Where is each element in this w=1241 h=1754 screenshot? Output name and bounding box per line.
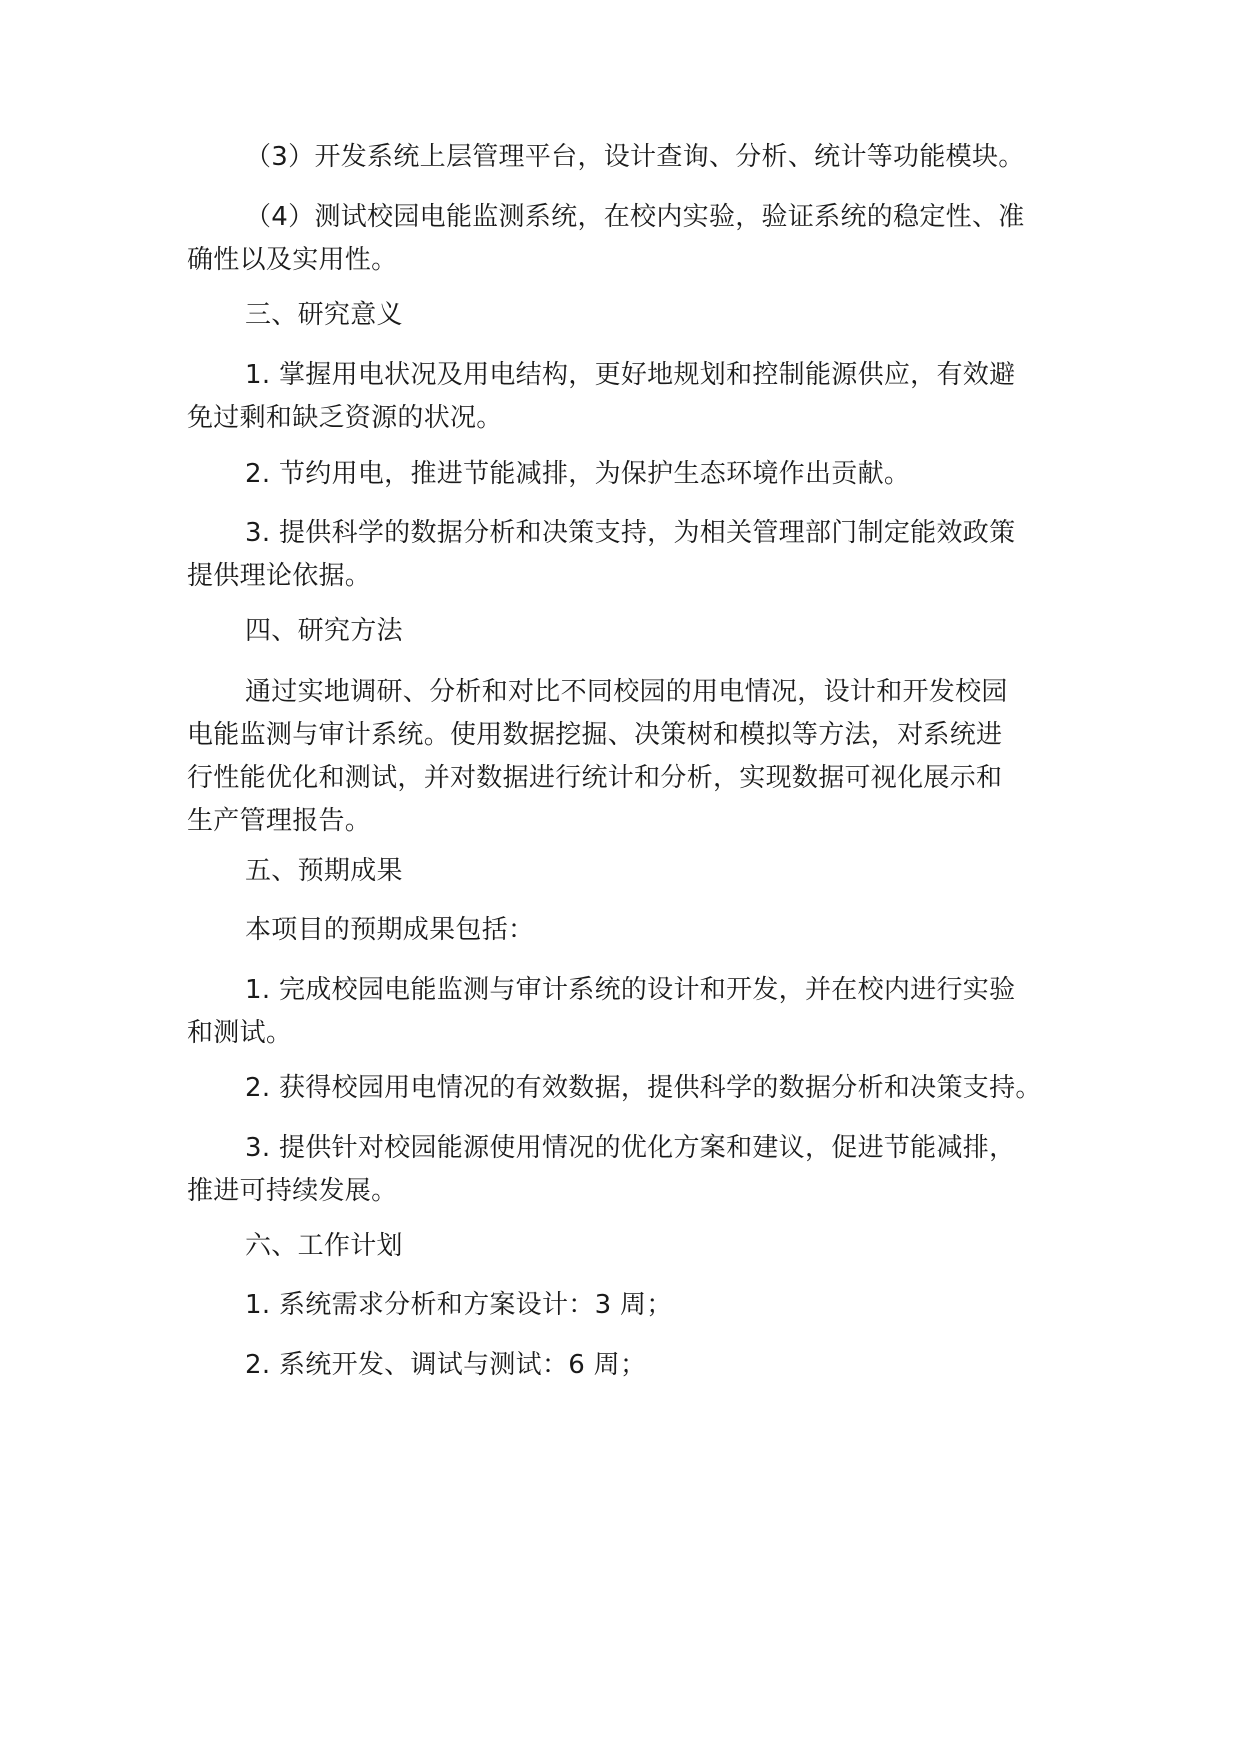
paragraph-plan-2 [187,1344,1067,1387]
text-line: 提供理论依据。 [187,561,372,591]
paragraph-plan-1 [187,1284,1067,1327]
text-line: 1. 系统需求分析和方案设计：3 周； [245,1290,673,1320]
section-heading-outcomes [187,850,1067,893]
text-line: 生产管理报告。 [187,806,372,836]
section-heading-methods [187,610,1067,653]
paragraph-methods [187,671,1067,843]
text-line: 2. 系统开发、调试与测试：6 周； [245,1350,647,1380]
section-heading-work-plan [187,1225,1067,1268]
text-line: 免过剩和缺乏资源的状况。 [187,403,503,433]
text-line: 确性以及实用性。 [187,245,398,275]
text-line: 1. 掌握用电状况及用电结构，更好地规划和控制能源供应，有效避 [245,360,1016,390]
heading-text: 五、预期成果 [245,856,403,886]
paragraph-task-4 [187,196,1067,282]
text-line: 电能监测与审计系统。使用数据挖掘、决策树和模拟等方法，对系统进 [187,720,1003,750]
text-line: 和测试。 [187,1018,293,1048]
paragraph-task-3 [187,136,1067,179]
heading-text: 六、工作计划 [245,1231,403,1261]
text-line: 行性能优化和测试，并对数据进行统计和分析，实现数据可视化展示和 [187,763,1003,793]
text-line: 3. 提供针对校园能源使用情况的优化方案和建议，促进节能减排， [245,1133,1016,1163]
heading-text: 三、研究意义 [245,300,403,330]
paragraph-outcome-1 [187,969,1067,1055]
heading-text: 四、研究方法 [245,616,403,646]
paragraph-outcome-2 [187,1067,1067,1110]
paragraph-outcome-3 [187,1127,1067,1213]
paragraph-significance-3 [187,512,1067,598]
text-line: 通过实地调研、分析和对比不同校园的用电情况，设计和开发校园 [245,677,1008,707]
section-heading-significance [187,294,1067,337]
text-line: 本项目的预期成果包括： [245,915,535,945]
paragraph-outcomes-intro [187,909,1067,952]
text-line: 3. 提供科学的数据分析和决策支持，为相关管理部门制定能效政策 [245,518,1016,548]
text-line: （3）开发系统上层管理平台，设计查询、分析、统计等功能模块。 [245,142,1025,172]
text-line: 2. 获得校园用电情况的有效数据，提供科学的数据分析和决策支持。 [245,1073,1042,1103]
paragraph-significance-2 [187,453,1067,496]
text-line: 2. 节约用电，推进节能减排，为保护生态环境作出贡献。 [245,459,911,489]
text-line: 推进可持续发展。 [187,1176,398,1206]
paragraph-significance-1 [187,354,1067,440]
text-line: 1. 完成校园电能监测与审计系统的设计和开发，并在校内进行实验 [245,975,1016,1005]
text-line: （4）测试校园电能监测系统，在校内实验，验证系统的稳定性、准 [245,202,1025,232]
